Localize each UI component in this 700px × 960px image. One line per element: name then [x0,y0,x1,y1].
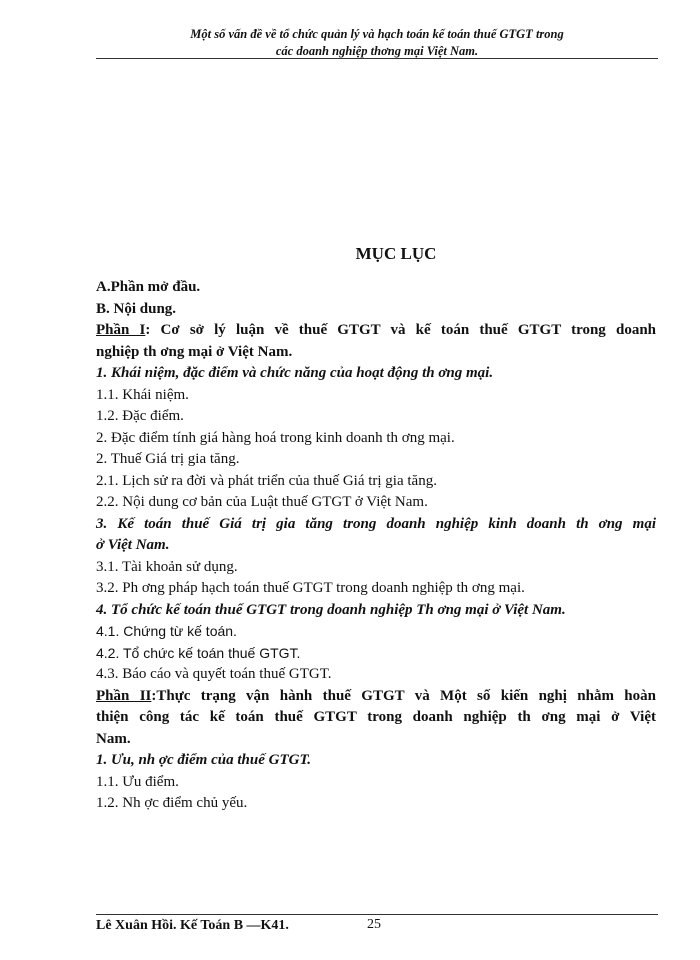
toc-entry: 1.2. Đặc điểm. [96,408,184,424]
toc-entry: 1.2. Nh ợc điểm chủ yếu. [96,795,248,811]
toc-entry: nghiệp th ơng mại ở Việt Nam. [96,343,293,360]
toc-section: 4. Tổ chức kế toán thuế GTGT trong doanh nghiệp Th ơng mại ở Việt Nam. [96,601,566,618]
toc-entry: 2.2. Nội dung cơ bản của Luật thuế GTGT ở Việt Nam. [96,494,428,510]
toc-entry: 3.1. Tài khoản sử dụng. [96,558,238,575]
part-label: Phần II [96,687,152,704]
header-line-2: các doanh nghiệp thơng mại Việt Nam. [275,44,479,58]
toc-entry: A.Phần mở đầu. [96,279,201,295]
toc-entry: 4.3. Báo cáo và quyết toán thuế GTGT. [96,666,332,682]
toc-entry: 4.2. Tổ chức kế toán thuế GTGT. [96,644,301,661]
toc-section: 1. Ưu, nh ợc điểm của thuế GTGT. [96,752,311,768]
toc-entry: 2. Thuế Giá trị gia tăng. [96,451,240,467]
part-title: : Cơ sở lý luận về thuế GTGT và kế toán thuế GTGT trong doanh [145,322,656,338]
header-line-1: Một số vấn đề về tổ chức quản lý và hạch toán kế toán thuế GTGT trong [190,27,564,41]
page-number: 25 [367,917,381,932]
toc-part-heading [96,320,656,342]
page-title: MỤC LỤC [355,244,437,263]
toc-entry: 1.1. Ưu điểm. [96,773,179,790]
toc-entry: 3.2. Ph ơng pháp hạch toán thuế GTGT trong doanh nghiệp th ơng mại. [96,580,525,596]
table-of-contents [96,277,656,815]
toc-entry: B. Nội dung. [96,300,177,317]
footer-divider [96,914,658,915]
part-label: Phần I [96,322,146,338]
toc-entry: 4.1. Chứng từ kế toán. [96,623,237,639]
part-title: :Thực trạng vận hành thuế GTGT và Một số kiến nghị nhằm hoàn [151,687,656,704]
toc-entry: 1.1. Khái niệm. [96,386,189,403]
toc-section: 1. Khái niệm, đặc điểm và chức năng của hoạt động th ơng mại. [96,365,494,381]
page-header [96,26,658,60]
toc-section: ở Việt Nam. [96,537,170,553]
header-divider [96,58,658,59]
toc-entry: Nam. [96,730,131,747]
toc-entry: 2.1. Lịch sử ra đời và phát triển của thuế Giá trị gia tăng. [96,472,437,489]
toc-section: 3. Kế toán thuế Giá trị gia tăng trong doanh nghiệp kinh doanh th ơng mại [96,515,656,532]
toc-part-heading [96,686,656,708]
footer-author: Lê Xuân Hồi. Kế Toán B —K41. [96,918,289,933]
toc-entry: thiện công tác kế toán thuế GTGT trong doanh nghiệp th ơng mại ở Việt [96,709,656,725]
toc-entry: 2. Đặc điểm tính giá hàng hoá trong kinh doanh th ơng mại. [96,429,455,446]
